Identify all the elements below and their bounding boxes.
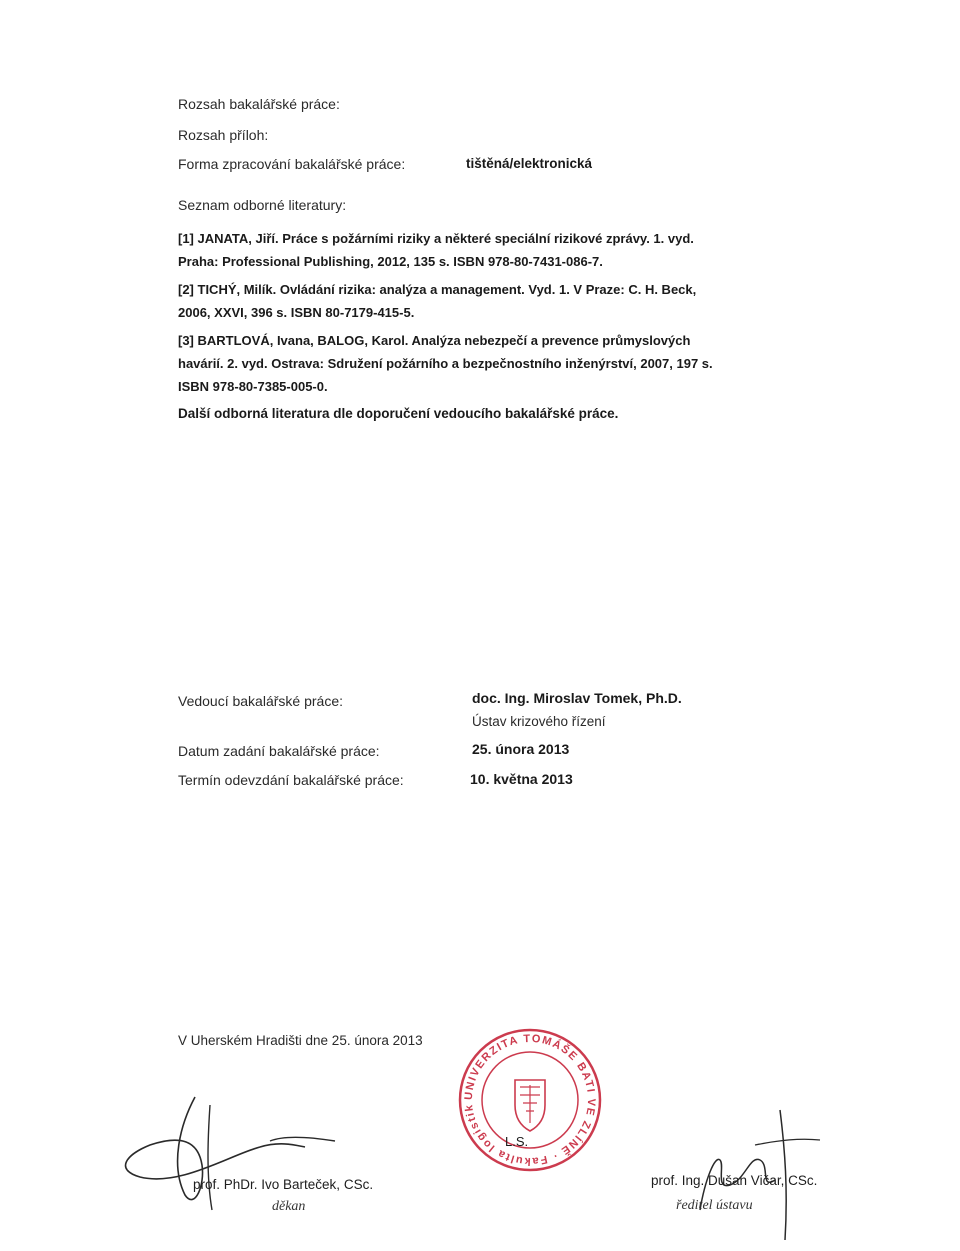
form-value: tištěná/elektronická — [466, 156, 593, 171]
deadline-label: Termín odevzdání bakalářské práce: — [178, 772, 404, 788]
supervisor-label: Vedoucí bakalářské práce: — [178, 693, 343, 709]
reference-2 — [178, 278, 696, 324]
reference-3 — [178, 329, 713, 398]
reference-line: [1] JANATA, Jiří. Práce s požárními riziky a některé speciální rizikové zprávy. 1. vyd. — [178, 231, 694, 246]
reference-line: 2006, XXVI, 396 s. ISBN 80-7179-415-5. — [178, 305, 415, 320]
director-role: ředitel ústavu — [676, 1198, 753, 1213]
supervisor-department: Ústav krizového řízení — [472, 714, 606, 729]
assigned-label: Datum zadání bakalářské práce: — [178, 743, 380, 759]
place-date: V Uherském Hradišti dne 25. února 2013 — [178, 1033, 423, 1048]
form-label: Forma zpracování bakalářské práce: — [178, 156, 406, 172]
assigned-date: 25. února 2013 — [472, 741, 570, 757]
seal-lettering-path: UNIVERZITA TOMÁŠE BATI VE ZLÍNĚ · Fakulta logistiky a krizového řízení — [450, 1016, 598, 1168]
literature-heading: Seznam odborné literatury: — [178, 197, 347, 213]
signature-stroke — [208, 1105, 212, 1210]
signature-stroke — [270, 1137, 335, 1141]
reference-line: ISBN 978-80-7385-005-0. — [178, 379, 328, 394]
deadline-date: 10. května 2013 — [470, 771, 573, 787]
dean-name: prof. PhDr. Ivo Barteček, CSc. — [193, 1177, 374, 1192]
literature-note: Další odborná literatura dle doporučení vedoucího bakalářské práce. — [178, 406, 619, 421]
signature-stroke — [755, 1139, 820, 1145]
supervisor-name: doc. Ing. Miroslav Tomek, Ph.D. — [472, 690, 682, 706]
seal-emblem-icon — [520, 1085, 540, 1123]
reference-line: [3] BARTLOVÁ, Ivana, BALOG, Karol. Analýza nebezpečí a prevence průmyslových — [178, 333, 691, 348]
university-seal — [450, 1016, 605, 1175]
reference-line: [2] TICHÝ, Milík. Ovládání rizika: analýza a management. Vyd. 1. V Praze: C. H. Beck, — [178, 282, 697, 297]
reference-line: Praha: Professional Publishing, 2012, 135 s. ISBN 978-80-7431-086-7. — [178, 254, 603, 269]
appendix-label: Rozsah příloh: — [178, 127, 269, 143]
ls-mark: L.S. — [505, 1134, 529, 1149]
director-name: prof. Ing. Dušan Vičar, CSc. — [651, 1173, 818, 1188]
dean-role: děkan — [272, 1199, 306, 1214]
dean-signature — [110, 1085, 370, 1225]
reference-line: havárií. 2. vyd. Ostrava: Sdružení požárního a bezpečnostního inženýrství, 2007, 197 s. — [178, 356, 713, 371]
scope-label: Rozsah bakalářské práce: — [178, 96, 340, 112]
reference-1 — [178, 227, 694, 273]
